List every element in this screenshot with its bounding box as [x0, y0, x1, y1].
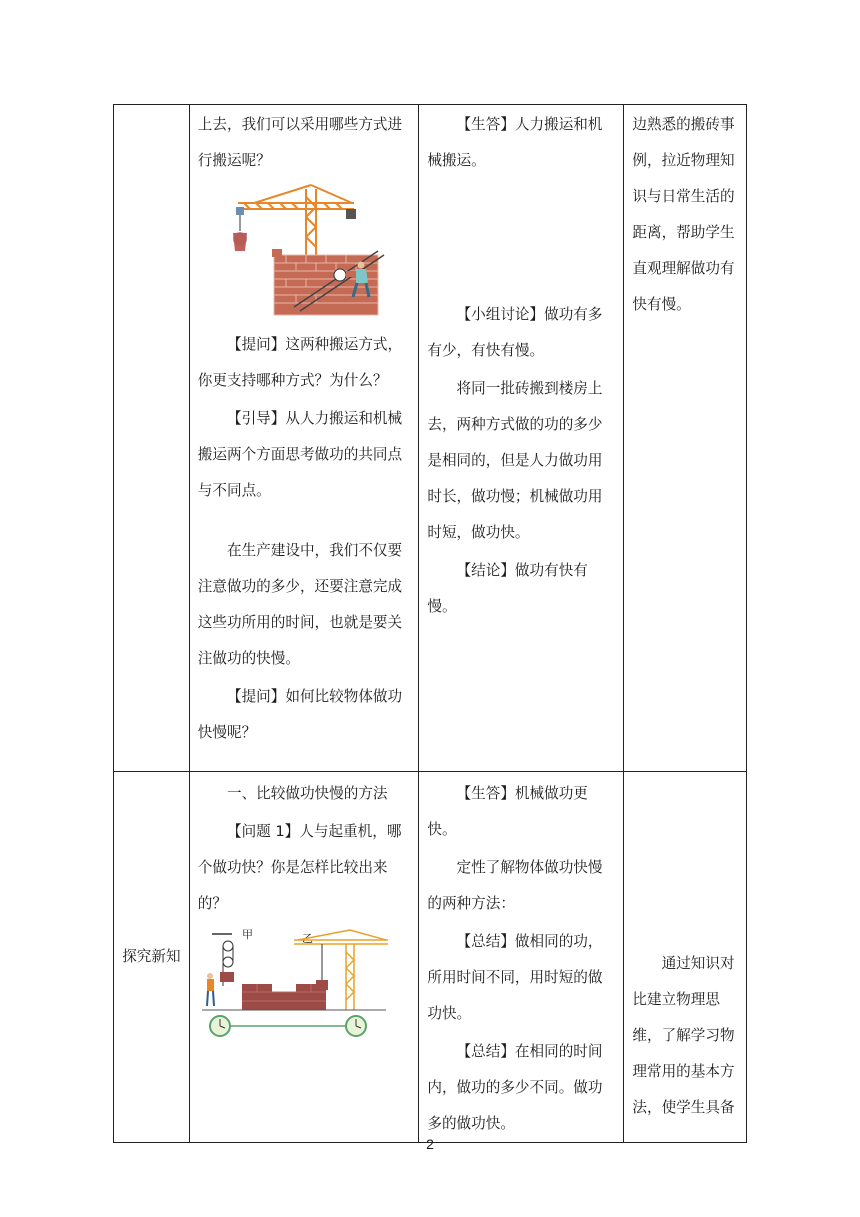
table-row: [114, 772, 747, 1143]
student-activity-cell: [419, 105, 624, 772]
section-title: 探究新知: [122, 948, 181, 965]
design-intent-cell: [624, 105, 747, 772]
crane-and-bricks-illustration: [224, 183, 414, 323]
teacher-text: 【引导】从人力搬运和机械搬运两个方面思考做功的共同点与不同点。: [197, 410, 403, 499]
teacher-activity-cell: [189, 105, 419, 772]
design-intent-cell: [624, 772, 747, 1143]
teacher-text: 【问题 1】人与起重机，哪个做功快？你是怎样比较出来的？: [197, 823, 402, 912]
section-cell: [114, 105, 190, 772]
student-text: 【生答】人力搬运和机械搬运。: [427, 116, 603, 169]
student-text: 【总结】做相同的功，所用时间不同，用时短的做功快。: [427, 933, 603, 1022]
student-text: 【结论】做功有快有慢。: [427, 562, 588, 615]
work-comparison-illustration: [198, 926, 394, 1042]
intent-text: 通过知识对比建立物理思维，了解学习物理常用的基本方法，使学生具备: [632, 955, 735, 1116]
teacher-text: 【提问】这两种搬运方式，你更支持哪种方式？为什么？: [197, 336, 403, 389]
teacher-activity-cell: [189, 772, 419, 1143]
figure-label-b: 乙: [301, 932, 313, 945]
section-cell: [114, 772, 190, 1143]
teacher-text: 在生产建设中，我们不仅要注意做功的多少，还要注意完成这些功所用的时间，也就是要关注做功的快慢。: [197, 542, 403, 667]
student-text: 将同一批砖搬到楼房上去，两种方式做的功的多少是相同的，但是人力做功用时长，做功慢；机械做功用时短，做功快。: [427, 380, 603, 541]
clock-icon: [346, 1016, 366, 1036]
student-activity-cell: [419, 772, 624, 1143]
table-row: [114, 105, 747, 772]
student-text: 【小组讨论】做功有多有少，有快有慢。: [427, 306, 603, 359]
teacher-text: 上去，我们可以采用哪些方式进行搬运呢？: [197, 116, 403, 169]
student-text: 【总结】在相同的时间内，做功的多少不同。做功多的做功快。: [427, 1043, 603, 1132]
student-text: 【生答】机械做功更快。: [427, 785, 588, 838]
figure-label-a: 甲: [241, 928, 253, 941]
intent-text: 边熟悉的搬砖事例，拉近物理知识与日常生活的距离，帮助学生直观理解做功有快有慢。: [632, 116, 735, 313]
clock-icon: [210, 1016, 230, 1036]
student-text: 定性了解物体做功快慢的两种方法：: [427, 859, 603, 912]
teacher-text: 一、比较做功快慢的方法: [226, 785, 388, 802]
lesson-plan-table: [113, 104, 747, 1143]
teacher-text: 【提问】如何比较物体做功快慢呢？: [197, 688, 403, 741]
page-number: 2: [426, 1136, 434, 1152]
